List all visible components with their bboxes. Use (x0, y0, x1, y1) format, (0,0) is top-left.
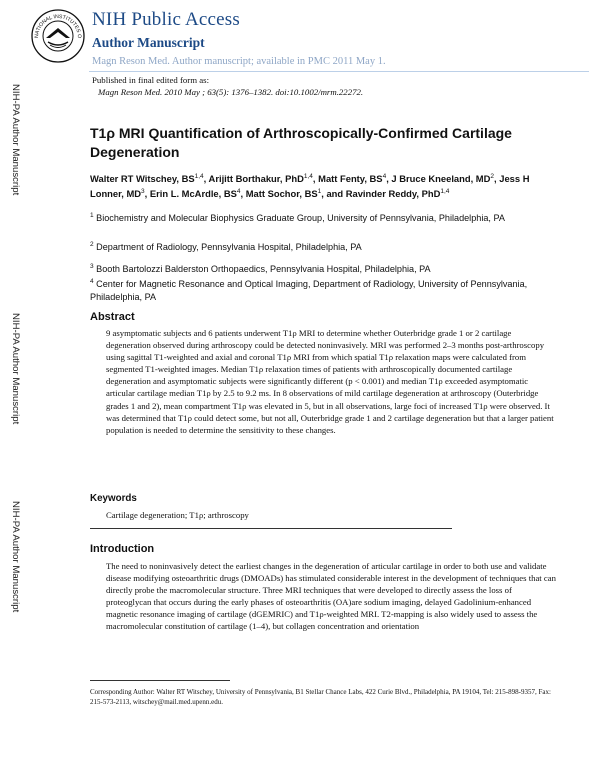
affiliation-4: $^4$ Center for Magnetic Resonance and Optical Imaging, Department of Radiology, University of Pennsylvania, Philadelphia, PA (90, 278, 528, 302)
svg-text:NATIONAL INSTITUTES OF HEALTH (30, 8, 82, 39)
public-access-title: NIH Public Access (92, 9, 240, 30)
side-label-middle: NIH-PA Author Manuscript (10, 313, 21, 425)
citation: Magn Reson Med. 2010 May ; 63(5): 1376–1382. doi:10.1002/mrm.22272. (98, 87, 364, 97)
author: J Bruce Kneeland, $MD^2$ (391, 173, 495, 185)
author: Matt Sochor, $BS^1$ (245, 188, 322, 200)
introduction-heading: Introduction (90, 543, 155, 555)
affiliation-2: $^2$ Department of Radiology, Pennsylvania Hospital, Philadelphia, PA (90, 241, 362, 253)
affiliation-1: $^1$ Biochemistry and Molecular Biophysics Graduate Group, University of Pennsylvania, Philadelphia, PA (90, 212, 505, 224)
author: Arijitt Borthakur, PhD$^{1,4}$ (208, 173, 313, 185)
footnote-rule (90, 680, 230, 681)
author: Jess H Lonner, $MD^3$ (90, 173, 530, 200)
keywords-rule (90, 528, 452, 529)
author-manuscript-label: Author Manuscript (92, 35, 205, 50)
side-label-top: NIH-PA Author Manuscript (10, 84, 21, 196)
introduction-text: The need to noninvasively detect the earliest changes in the degeneration of articular cartilage in order to both use and validate disease modifying osteoarthritic drugs (DMOADs) has stimulated considerable interest in the development of techniques that can directly probe the macromolecular structure. Three MRI techniques that were developed to directly assess the loss of proteoglycan that occurs during the early phases of osteoarthritis (OA)are sodium imaging, delayed Gadolinium-enhanced magnetic resonance imaging of cartilage (dGEMRIC) and T1ρ-weighted MRI. T2-mapping is also widely used to assess the macromolecular constitution of cartilage (1–4), but collagen concentration and orientation (106, 561, 556, 632)
corresponding-author-footnote: Corresponding Author: Walter RT Witschey, University of Pennsylvania, B1 Stellar Chance Labs, 422 Curie Blvd., Philadelphia, PA 19104, Tel: 215-898-9357, Fax: 215-573-2113, witschey@mail.med.upenn.edu. (90, 688, 551, 706)
author: Erin L. McArdle, $BS^4$ (149, 188, 241, 200)
paper-title: T1ρ MRI Quantification of Arthroscopically-Confirmed Cartilage Degeneration (90, 125, 512, 160)
published-label: Published in final edited form as: (92, 75, 210, 85)
abstract-heading: Abstract (90, 311, 135, 323)
affiliation-3: $^3$ Booth Bartolozzi Balderston Orthopaedics, Pennsylvania Hospital, Philadelphia, PA (90, 263, 431, 275)
nih-logo (30, 8, 86, 64)
side-label-bottom: NIH-PA Author Manuscript (10, 501, 21, 613)
author: Matt Fenty, $BS^4$ (318, 173, 387, 185)
logo-text: NATIONAL INSTITUTES O (33, 13, 83, 39)
header-rule (89, 71, 589, 72)
author-list: Walter RT Witschey, BS$^{1,4}$, Arijitt Borthakur, PhD$^{1,4}$, Matt Fenty, $BS^4$, J Bruce Kneeland, $MD^2$, Jess H Lonner, $MD^3$, Erin L. McArdle, $BS^4$, Matt Sochor, $BS^1$, and Ravinder Reddy, PhD$^{1,4}$ (90, 173, 530, 200)
abstract-text: 9 asymptomatic subjects and 6 patients underwent T1ρ MRI to determine whether Outerbridge grade 1 or 2 cartilage degeneration observed during arthroscopy could be detected noninvasively. MRI was performed 2–3 months post-arthroscopy using sagittal T1-weighted and axial and coronal T1ρ MRI from which spatial T1ρ relaxation maps were calculated from segmented T1-weighted images. Median T1ρ relaxation times of patients with arthroscopically documented cartilage degeneration and asymptomatic subjects were significantly different (p < 0.001) and median T1ρ exceeded asymptomatic articular cartilage median T1ρ by 2.5 to 9.2 ms. In 8 observations of mild cartilage degeneration at arthroscopy (Outerbridge grades 1 and 2), mean compartment T1ρ was elevated in 5, but in all observations, large foci of increased T1ρ were observed. It was determined that T1ρ could detect some, but not all, Outerbridge grade 1 and 2 cartilage degeneration but that a larger patient population is needed to determine the sensitivity to these changes. (106, 328, 554, 435)
availability-note: Magn Reson Med. Author manuscript; available in PMC 2011 May 1. (92, 56, 386, 67)
keywords-text: Cartilage degeneration; T1ρ; arthroscopy (106, 510, 249, 520)
author: Walter RT Witschey, BS$^{1,4}$ (90, 173, 204, 185)
keywords-heading: Keywords (90, 493, 137, 504)
author: Ravinder Reddy, PhD$^{1,4}$ (345, 188, 450, 200)
